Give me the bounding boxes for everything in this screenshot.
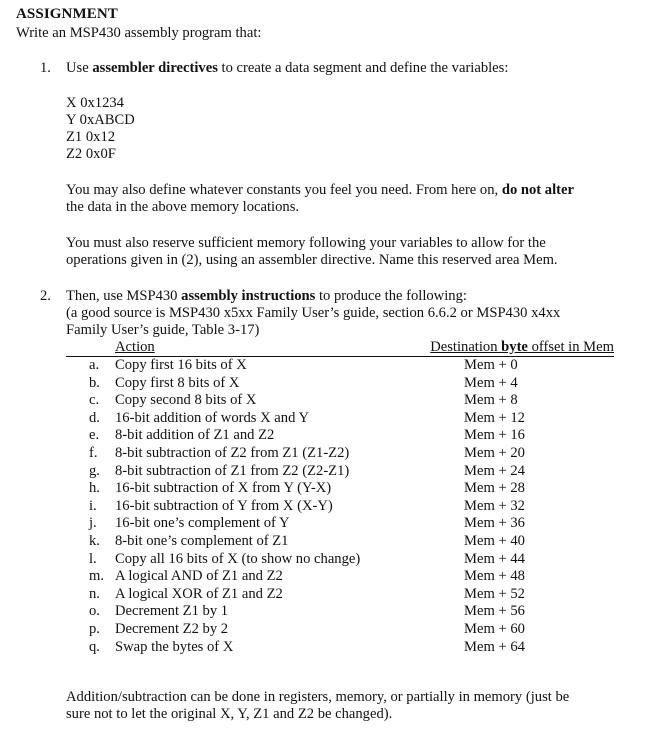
row-offset: Mem + 44 xyxy=(464,550,525,567)
row-letter: p. xyxy=(89,621,100,637)
header-dest-bold: byte xyxy=(501,339,528,355)
table-row xyxy=(0,621,645,638)
item-2-text-after: to produce the following: xyxy=(315,288,467,304)
row-action: 8-bit one’s complement of Z1 xyxy=(115,533,289,549)
reserve-line-1: You must also reserve sufficient memory following your variables to allow for the xyxy=(66,235,546,251)
row-offset: Mem + 16 xyxy=(464,427,525,444)
item-2-text-before: Then, use MSP430 xyxy=(66,288,182,304)
footer-note xyxy=(66,689,626,723)
do-not-alter-bold: do not alter xyxy=(501,182,574,198)
row-action: 16-bit subtraction of X from Y (Y-X) xyxy=(115,480,332,497)
row-offset: Mem + 12 xyxy=(464,409,525,426)
row-action: A logical XOR of Z1 and Z2 xyxy=(115,585,283,602)
item-1-bold: assembler directives xyxy=(92,60,218,76)
row-offset: Mem + 48 xyxy=(464,568,525,585)
row-letter: k. xyxy=(89,533,100,549)
row-action: Copy first 8 bits of X xyxy=(115,374,240,391)
table-row xyxy=(0,410,645,427)
row-offset: Mem + 40 xyxy=(464,533,525,549)
table-row xyxy=(0,568,645,585)
row-action: Decrement Z1 by 1 xyxy=(115,603,229,620)
header-dest-after: offset in Mem xyxy=(527,339,614,355)
footer-line-2: sure not to let the original X, Y, Z1 and Z2 be changed). xyxy=(66,706,393,722)
row-letter: q. xyxy=(89,638,100,655)
row-letter: c. xyxy=(89,392,100,409)
row-action: 8-bit addition of Z1 and Z2 xyxy=(115,427,275,444)
table-row xyxy=(0,392,645,409)
row-offset: Mem + 20 xyxy=(464,445,525,461)
row-letter: f. xyxy=(89,445,98,461)
row-letter: i. xyxy=(89,497,97,514)
page-title: ASSIGNMENT xyxy=(16,6,118,22)
row-offset: Mem + 4 xyxy=(464,374,518,391)
table-row xyxy=(0,586,645,603)
row-offset: Mem + 24 xyxy=(464,462,525,479)
constants-line-1 xyxy=(66,182,626,199)
row-letter: n. xyxy=(89,585,100,602)
row-offset: Mem + 8 xyxy=(464,392,518,409)
row-action: Copy all 16 bits of X (to show no change) xyxy=(115,550,361,567)
row-action: A logical AND of Z1 and Z2 xyxy=(115,568,283,585)
constants-paragraph xyxy=(66,182,626,216)
intro-text: Write an MSP430 assembly program that: xyxy=(16,25,262,41)
row-letter: o. xyxy=(89,603,100,620)
row-letter: g. xyxy=(89,462,100,479)
item-2-heading xyxy=(66,288,626,339)
row-action: 16-bit addition of words X and Y xyxy=(115,409,310,426)
table-header xyxy=(66,339,614,357)
variable-y: Y 0xABCD xyxy=(66,112,135,128)
variable-z2: Z2 0x0F xyxy=(66,146,116,162)
row-action: 16-bit one’s complement of Y xyxy=(115,515,290,532)
table-row xyxy=(0,445,645,462)
table-row xyxy=(0,533,645,550)
row-action: 16-bit subtraction of Y from X (X-Y) xyxy=(115,497,333,514)
item-2-number: 2. xyxy=(40,288,51,304)
row-letter: l. xyxy=(89,550,97,567)
table-row xyxy=(0,480,645,497)
row-action: Copy first 16 bits of X xyxy=(115,357,247,373)
item-2-bold: assembly instructions xyxy=(181,288,316,304)
variable-z1: Z1 0x12 xyxy=(66,129,116,145)
item-2-line-3: Family User’s guide, Table 3-17) xyxy=(66,322,260,338)
row-offset: Mem + 28 xyxy=(464,480,525,497)
item-1-text-after: to create a data segment and define the variables: xyxy=(217,60,509,76)
row-offset: Mem + 0 xyxy=(464,357,518,373)
row-action: Swap the bytes of X xyxy=(115,638,234,655)
table-row xyxy=(0,498,645,515)
row-offset: Mem + 60 xyxy=(464,621,525,637)
row-letter: d. xyxy=(89,409,100,426)
table-row xyxy=(0,603,645,620)
row-letter: m. xyxy=(89,568,104,585)
item-2-line-2: (a good source is MSP430 x5xx Family User’s guide, section 6.6.2 or MSP430 x4xx xyxy=(66,305,561,321)
row-action: 8-bit subtraction of Z2 from Z1 (Z1-Z2) xyxy=(115,445,350,461)
table-row xyxy=(0,639,645,656)
header-dest-before: Destination xyxy=(430,339,502,355)
header-action: Action xyxy=(115,339,155,355)
row-offset: Mem + 56 xyxy=(464,603,525,620)
row-letter: h. xyxy=(89,480,100,497)
row-action: Copy second 8 bits of X xyxy=(115,392,257,409)
row-offset: Mem + 52 xyxy=(464,585,525,602)
constants-text: You may also define whatever constants you feel you need. From here on, xyxy=(66,182,502,198)
table-row xyxy=(0,463,645,480)
table-row xyxy=(0,357,645,374)
reserve-line-2: operations given in (2), using an assembler directive. Name this reserved area Mem. xyxy=(66,252,558,268)
item-1-heading xyxy=(66,60,626,77)
row-action: 8-bit subtraction of Z1 from Z2 (Z2-Z1) xyxy=(115,462,350,479)
variable-x: X 0x1234 xyxy=(66,95,124,111)
item-2-line-1 xyxy=(66,288,626,305)
row-letter: a. xyxy=(89,357,100,373)
row-offset: Mem + 36 xyxy=(464,515,525,532)
row-offset: Mem + 64 xyxy=(464,638,525,655)
row-offset: Mem + 32 xyxy=(464,497,525,514)
table-row xyxy=(0,551,645,568)
table-row xyxy=(0,375,645,392)
footer-line-1: Addition/subtraction can be done in registers, memory, or partially in memory (just be xyxy=(66,689,570,705)
item-1-number: 1. xyxy=(40,60,51,76)
reserve-paragraph xyxy=(66,235,626,269)
row-letter: b. xyxy=(89,374,100,391)
table-row xyxy=(0,515,645,532)
row-letter: e. xyxy=(89,427,100,444)
constants-line-2: the data in the above memory locations. xyxy=(66,199,300,215)
item-1-text-before: Use xyxy=(66,60,93,76)
row-action: Decrement Z2 by 2 xyxy=(115,621,229,637)
header-destination xyxy=(430,339,614,356)
variable-list xyxy=(66,95,626,163)
table-row xyxy=(0,427,645,444)
row-letter: j. xyxy=(89,515,97,532)
